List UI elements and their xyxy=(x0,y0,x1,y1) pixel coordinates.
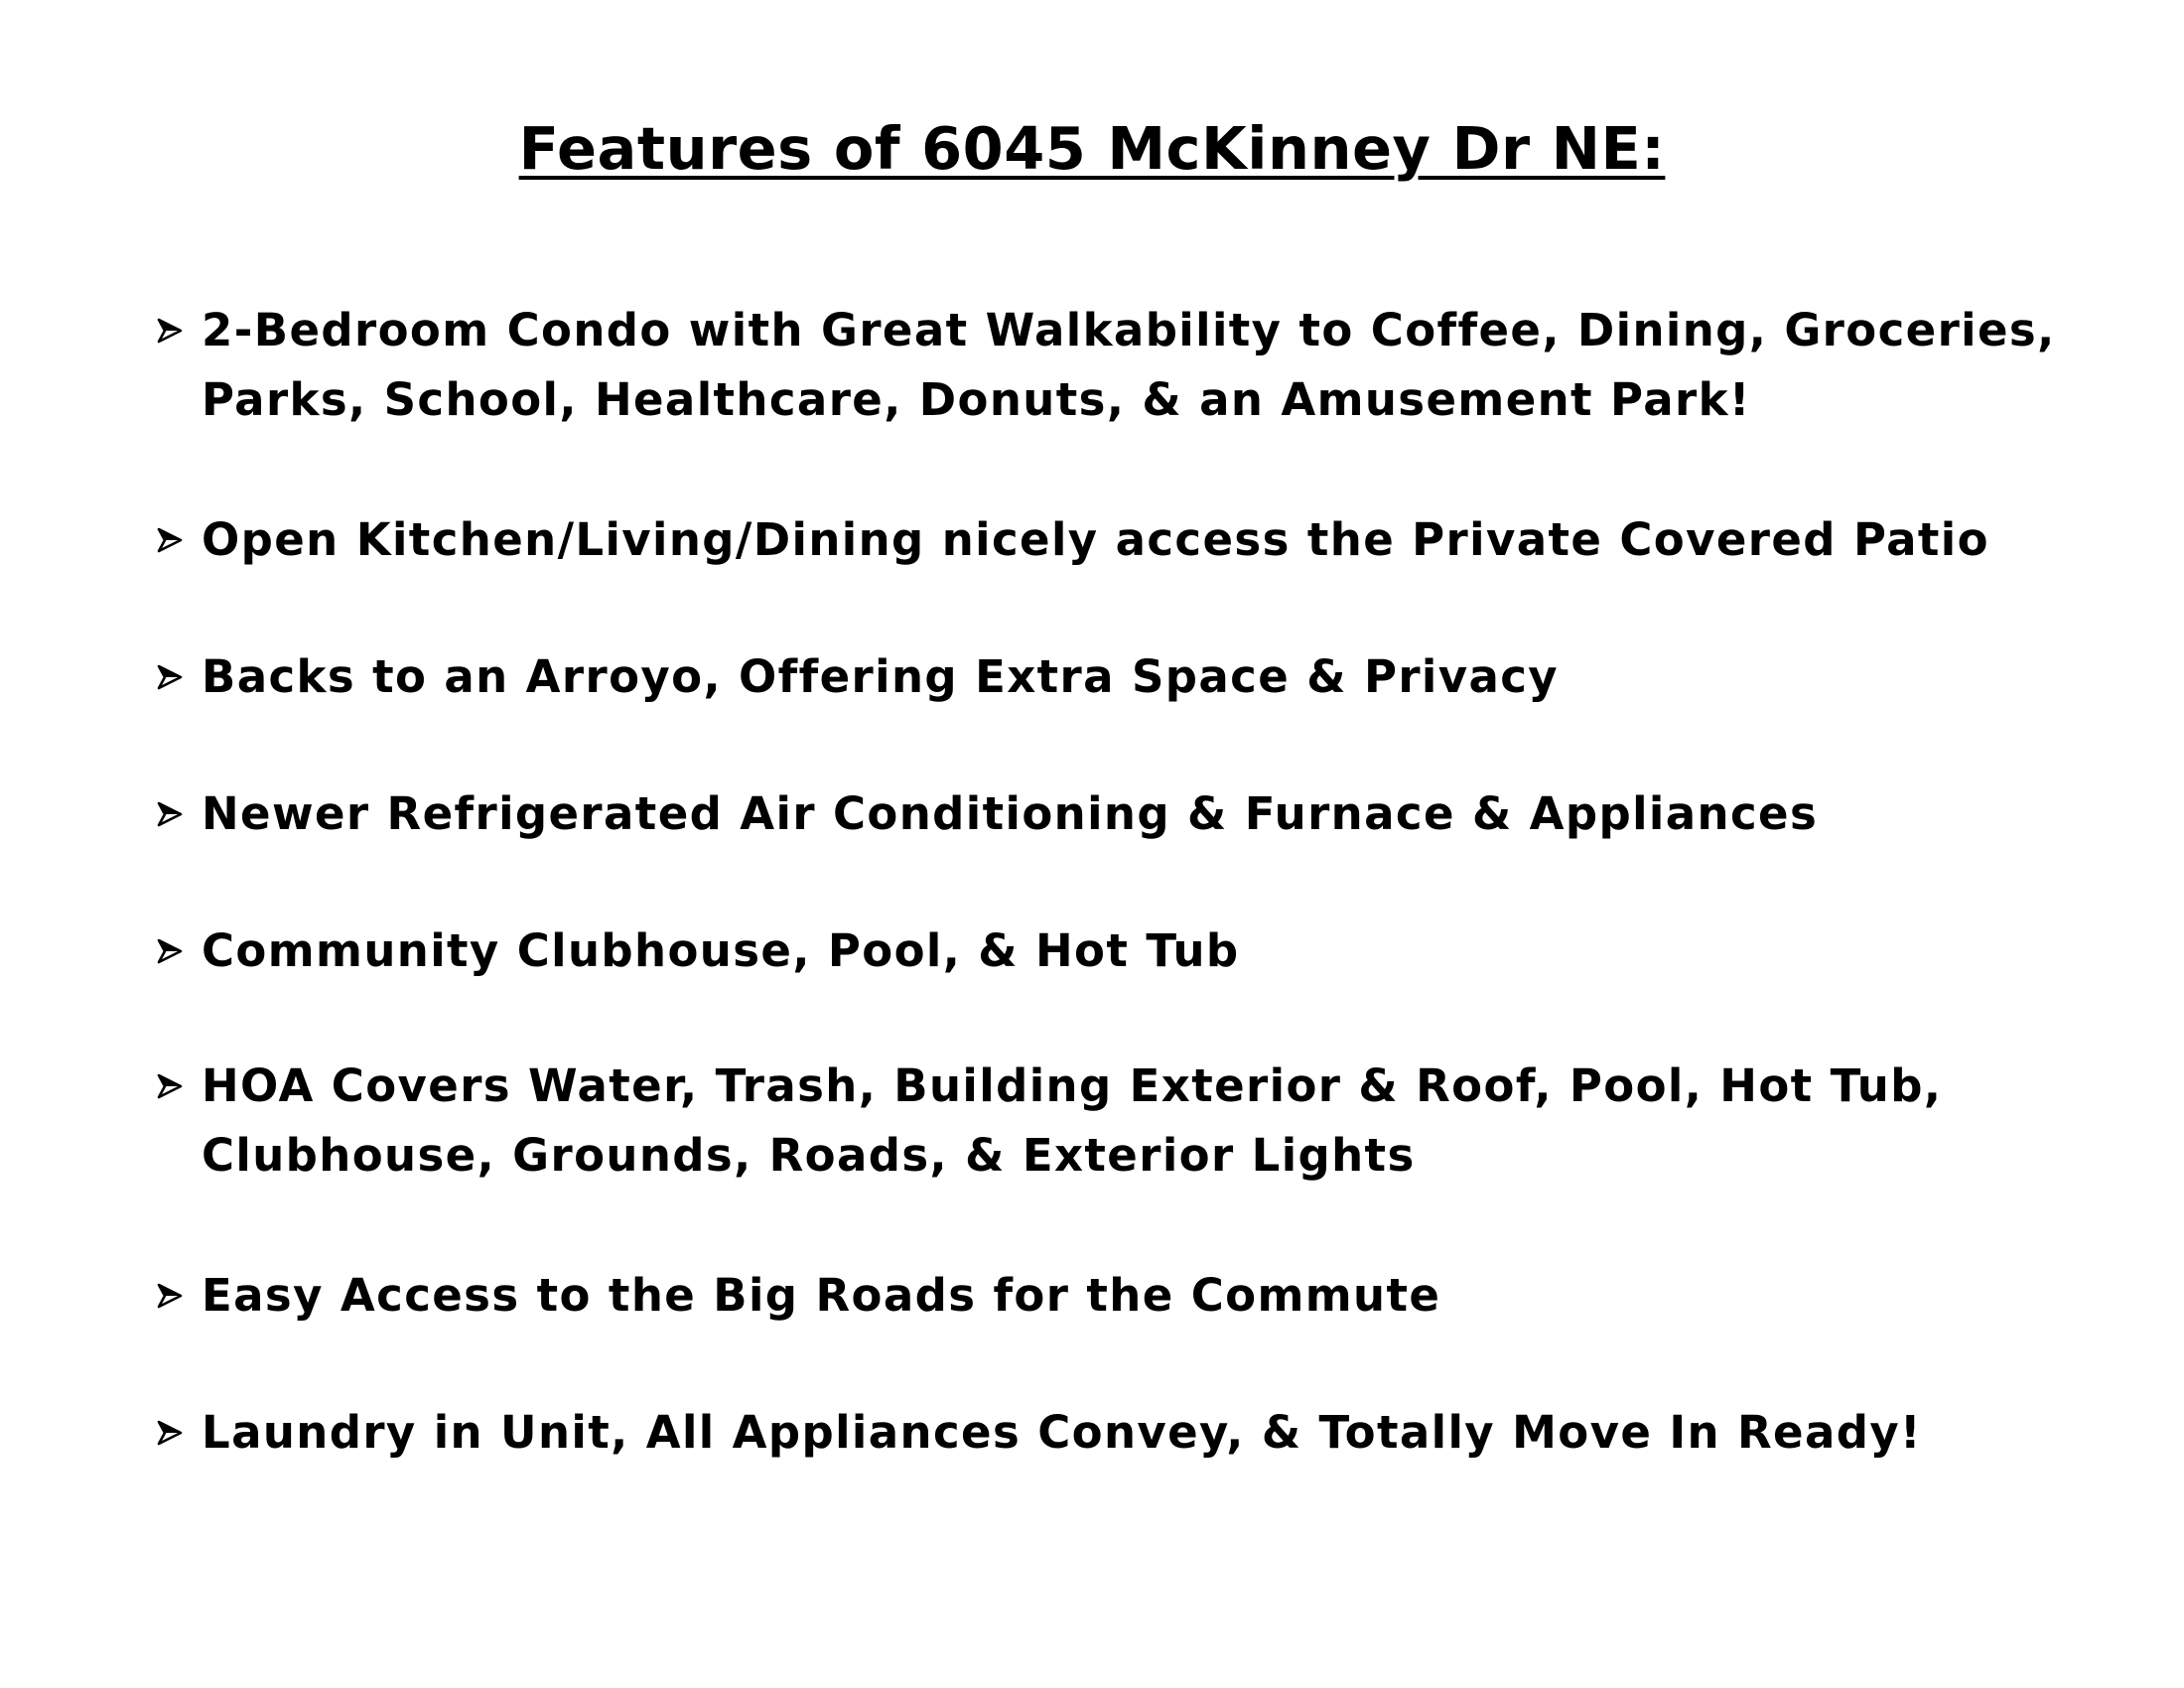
feature-text: Community Clubhouse, Pool, & Hot Tub xyxy=(202,924,1240,977)
feature-item xyxy=(156,1052,2141,1191)
arrowhead-bullet-icon xyxy=(156,296,190,365)
feature-text: Open Kitchen/Living/Dining nicely access the Private Covered Patio xyxy=(202,513,1989,566)
feature-item xyxy=(156,779,2141,849)
feature-item xyxy=(156,1398,2141,1468)
feature-item xyxy=(156,1261,2141,1331)
arrowhead-bullet-icon xyxy=(156,1398,190,1468)
feature-item xyxy=(156,505,2141,575)
feature-text: HOA Covers Water, Trash, Building Exterior & Roof, Pool, Hot Tub, Clubhouse, Grounds, Roads, & Exterior Lights xyxy=(202,1059,1943,1182)
arrowhead-bullet-icon xyxy=(156,1261,190,1331)
arrowhead-bullet-icon xyxy=(156,916,190,986)
feature-text: 2-Bedroom Condo with Great Walkability to Coffee, Dining, Groceries, Parks, School, Healthcare, Donuts, & an Amusement Park! xyxy=(202,304,2056,426)
arrowhead-bullet-icon xyxy=(156,505,190,575)
feature-item xyxy=(156,916,2141,986)
page-title xyxy=(0,107,2184,191)
feature-text: Easy Access to the Big Roads for the Commute xyxy=(202,1269,1441,1322)
feature-item xyxy=(156,296,2141,435)
page-title-text: Features of 6045 McKinney Dr NE: xyxy=(518,114,1666,183)
arrowhead-bullet-icon xyxy=(156,779,190,849)
feature-text: Laundry in Unit, All Appliances Convey, & Totally Move In Ready! xyxy=(202,1406,1922,1459)
arrowhead-bullet-icon xyxy=(156,642,190,712)
feature-text: Newer Refrigerated Air Conditioning & Furnace & Appliances xyxy=(202,787,1819,840)
arrowhead-bullet-icon xyxy=(156,1052,190,1121)
feature-item xyxy=(156,642,2141,712)
feature-text: Backs to an Arroyo, Offering Extra Space & Privacy xyxy=(202,650,1560,703)
